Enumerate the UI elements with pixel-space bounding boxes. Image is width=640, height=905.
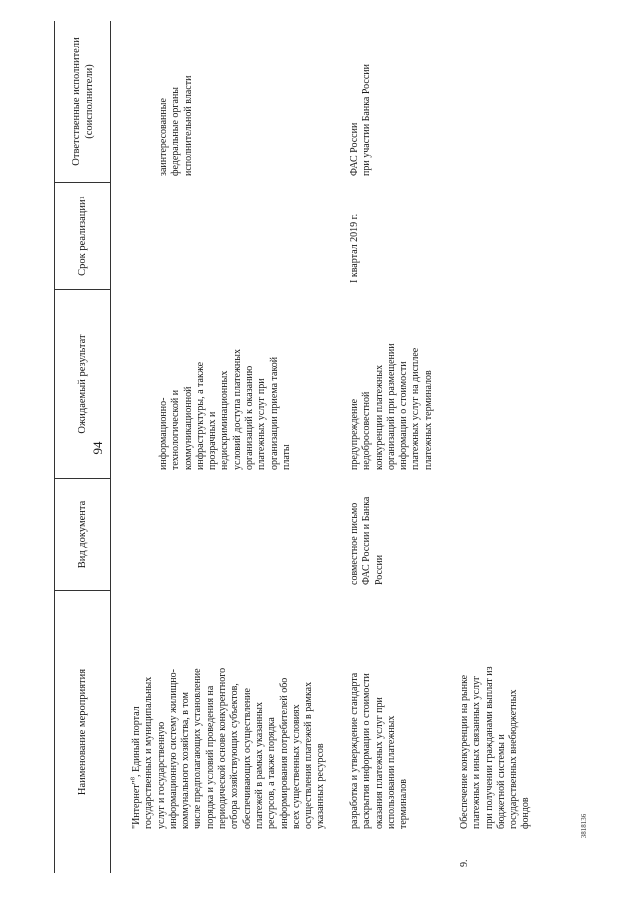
row2-measure-name: разработка и утверждение стандарта раскрытия информации о стоимости оказания платежных услуг при использовании платежных терминалов	[349, 672, 410, 829]
document-code: 3818136	[580, 813, 588, 839]
header-expected-result: Ожидаемый результат	[55, 290, 110, 479]
page-number: 94	[90, 441, 105, 455]
measures-table	[54, 21, 564, 873]
row2-deadline: I квартал 2019 г.	[349, 213, 360, 283]
header-document-type: Вид документа	[55, 479, 110, 591]
row2-document-type: совместное письмо ФАС России и Банка России	[349, 496, 385, 585]
row1-name-footnote: 8	[129, 777, 137, 781]
table-body	[109, 21, 564, 873]
header-deadline: Срок реализации 1	[55, 183, 110, 290]
header-executors: Ответственные исполнители (соисполнители)	[55, 21, 110, 183]
row2-expected-result: предупреждение недобросовестной конкуренции платежных организаций при размещении информации о стоимости платежных услуг на дисплее платежных терминалов	[349, 343, 434, 470]
header-deadline-label: Срок реализации	[77, 199, 88, 276]
row1-name-rest: , Единый портал государственных и муниципальных услуг и государственную информационную систему жилищно- коммунального хозяйства, в том числе предполагающих установление порядка и условий проведения на периодической основе конкурентного отбора хозяйствующих субъектов, обеспечивающих осуществление платежей в рамках указанных ресурсов, а также порядка информирования потребителей обо всех существенных условиях осуществления платежей в рамках указанных ресурсов	[131, 667, 327, 829]
row1-measure-name	[131, 668, 328, 829]
row3-number: 9.	[459, 859, 470, 867]
header-measure-name: Наименование мероприятия	[77, 668, 88, 796]
table-header	[54, 21, 111, 873]
row1-expected-result: информационно- технологической и коммуникационной инфраструктуры, а также прозрачных и недискриминационных условий доступа платежных организаций к оказанию платежных услуг при организации приема такой платы	[158, 349, 292, 470]
row1-name-lead: "Интернет"	[131, 780, 142, 829]
row1-executors: заинтересованные федеральные органы исполнительной власти	[158, 75, 194, 176]
row3-measure-name: Обеспечение конкуренции на рынке платежных и иных связанных услуг при получении гражданами выплат из бюджетной системы и государственных внебюджетных фондов	[459, 666, 532, 829]
row2-executors: ФАС России при участии Банка России	[349, 63, 373, 176]
